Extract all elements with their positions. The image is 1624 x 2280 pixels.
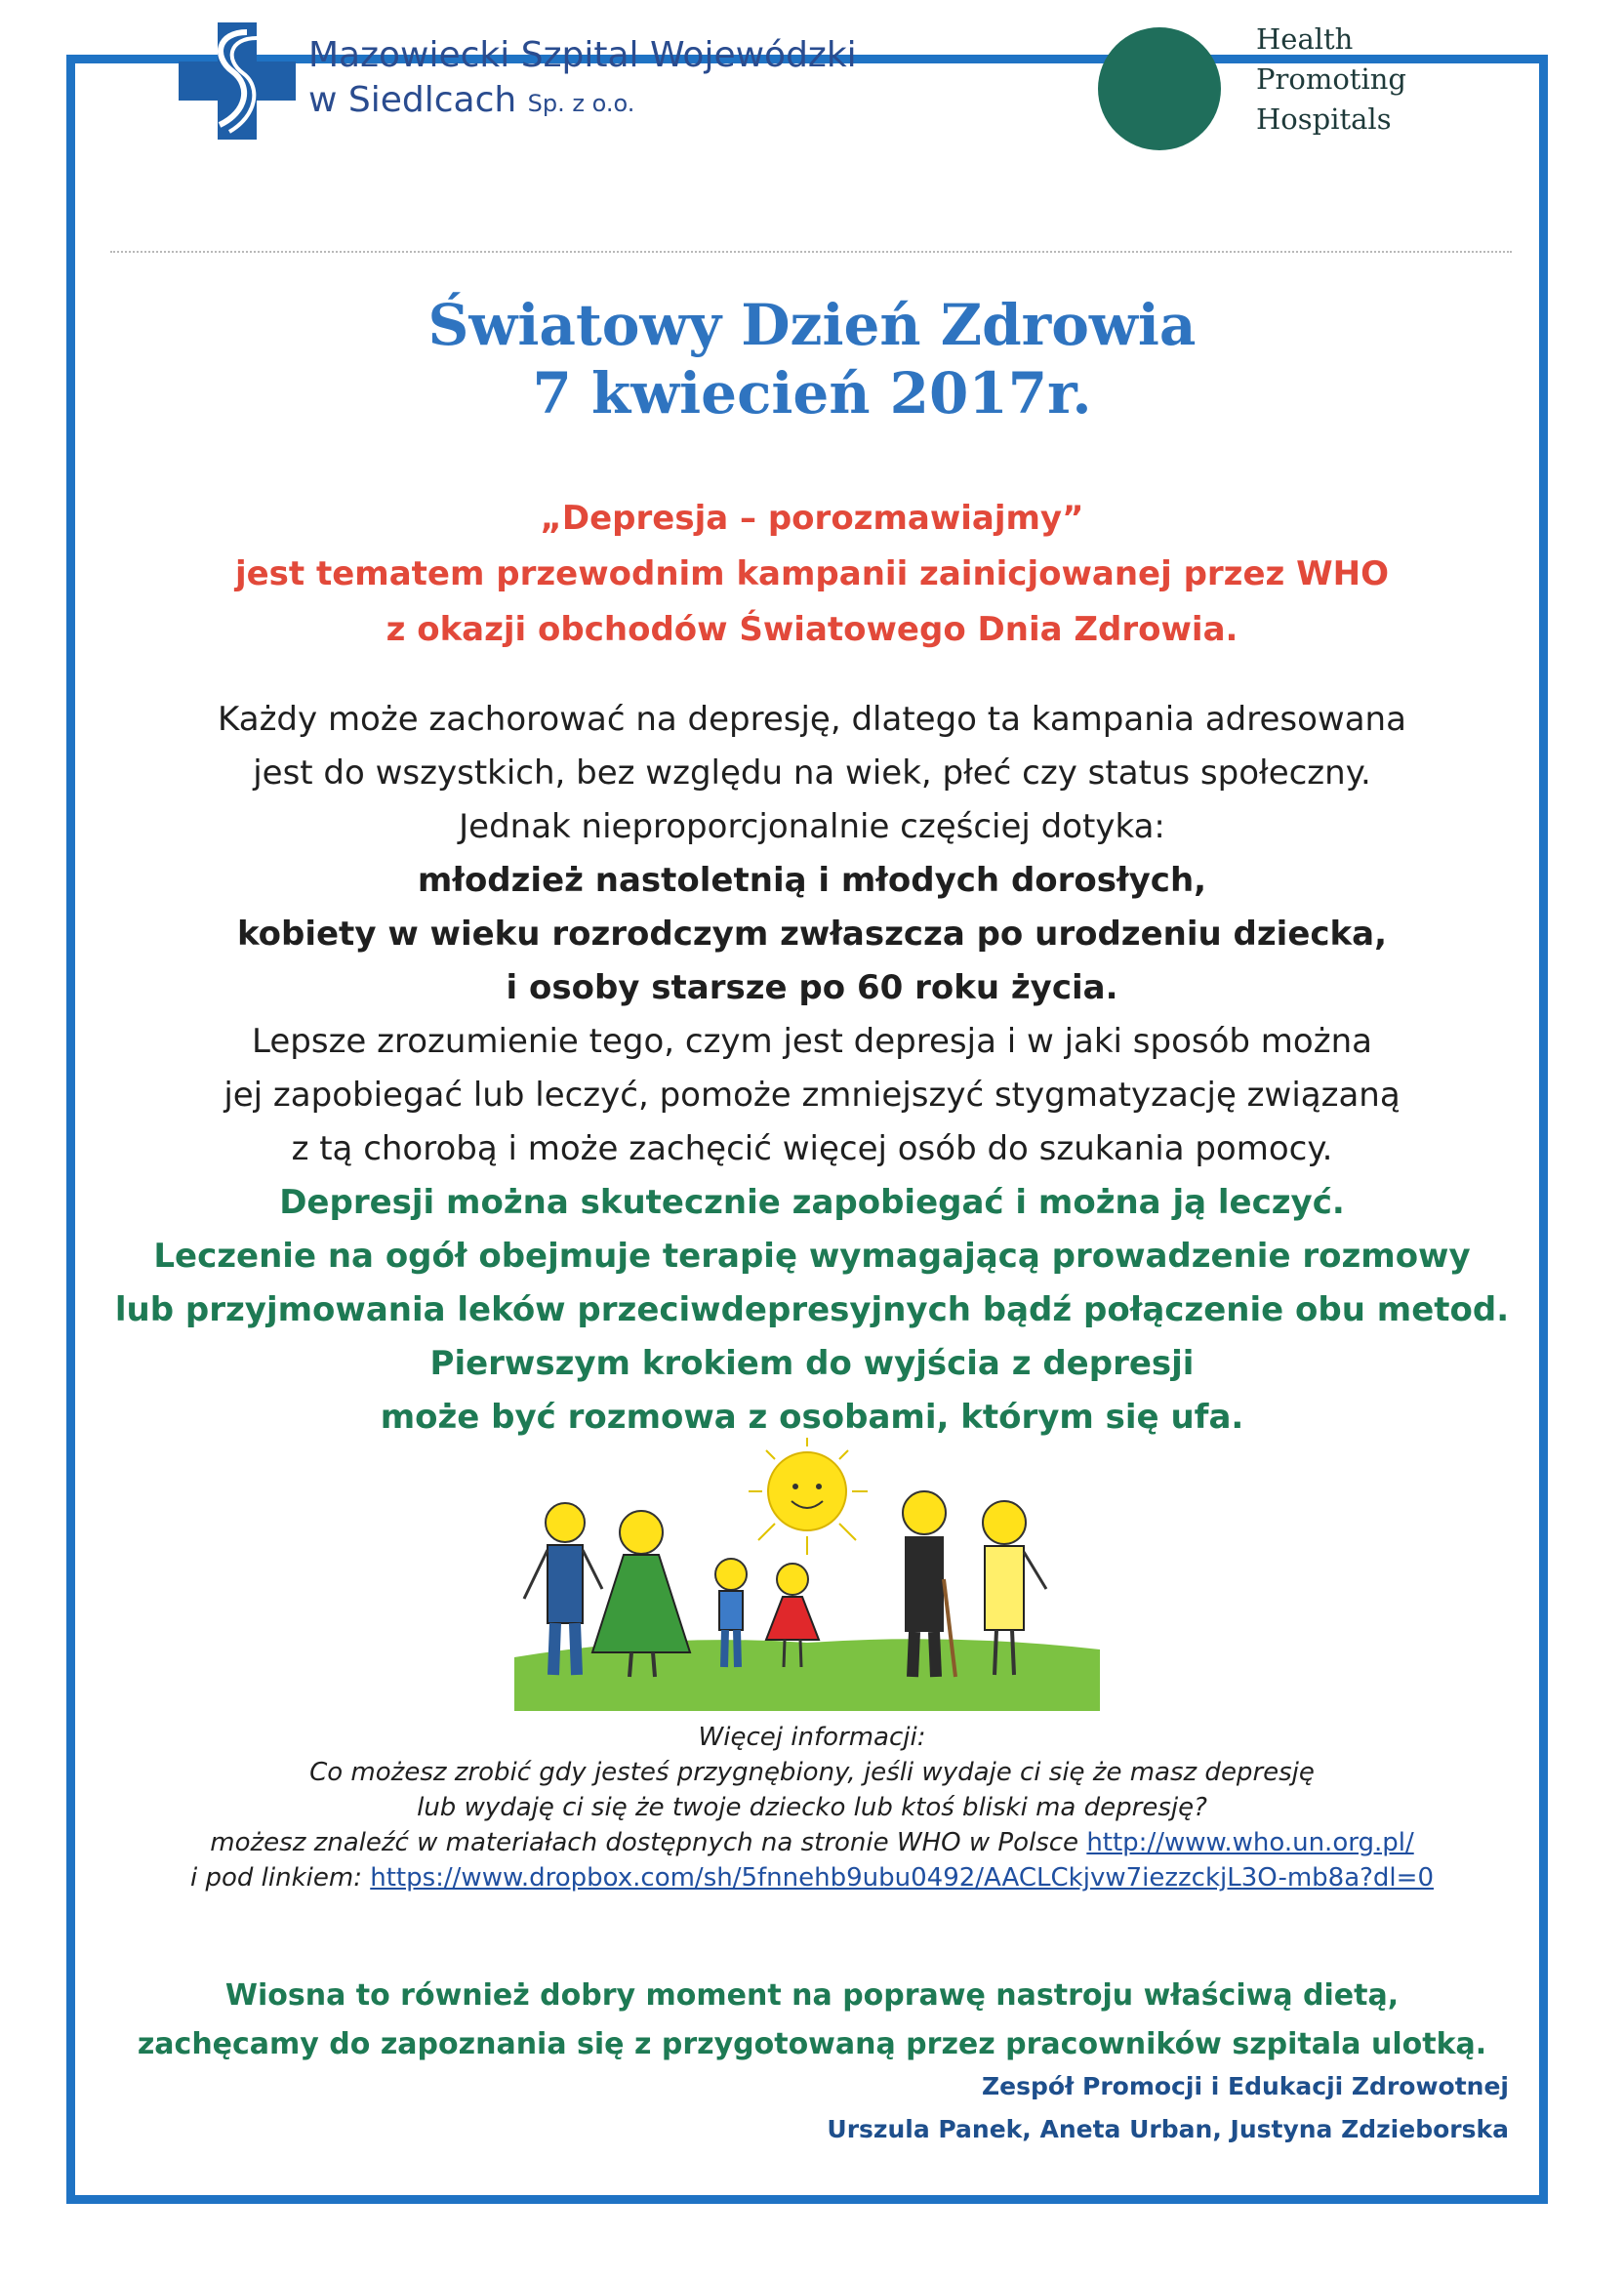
- closing-line: zachęcamy do zapoznania się z przygotowaną przez pracowników szpitala ulotką.: [137, 2027, 1487, 2061]
- body-bold-line: młodzież nastoletnią i młodych dorosłych,: [417, 861, 1207, 900]
- theme-line1: „Depresja – porozmawiajmy”: [540, 499, 1084, 538]
- family-sun-illustration: [514, 1433, 1100, 1716]
- dropbox-link[interactable]: https://www.dropbox.com/sh/5fnnehb9ubu0492/AACLCkjvw7iezzckjL3O-mb8a?dl=0: [370, 1863, 1434, 1893]
- body-bold-line: i osoby starsze po 60 roku życia.: [506, 968, 1118, 1007]
- body-line: Każdy może zachorować na depresję, dlatego ta kampania adresowana: [218, 700, 1406, 739]
- who-link[interactable]: http://www.who.un.org.pl/: [1086, 1828, 1414, 1857]
- body-line: Jednak nieproporcjonalnie częściej dotyka:: [459, 807, 1165, 846]
- closing-text: [98, 1972, 1526, 2069]
- body-green-line: Pierwszym krokiem do wyjścia z depresji: [429, 1344, 1195, 1383]
- more-info-line: lub wydaję ci się że twoje dziecko lub ktoś bliski ma depresję?: [417, 1793, 1207, 1822]
- body-green-line: może być rozmowa z osobami, którym się ufa.: [380, 1398, 1244, 1437]
- hospital-name-line2: w Siedlcach Sp. z o.o.: [308, 80, 635, 120]
- woman-figure: [592, 1511, 690, 1677]
- hph-logo-icon: [1098, 27, 1221, 150]
- hph-label: [1256, 20, 1406, 140]
- body-line: jej zapobiegać lub leczyć, pomoże zmniejszyć stygmatyzację związaną: [223, 1076, 1401, 1115]
- body-bold-line: kobiety w wieku rozrodczym zwłaszcza po urodzeniu dziecka,: [236, 915, 1388, 954]
- body-line: z tą chorobą i może zachęcić więcej osób do szukania pomocy.: [291, 1129, 1333, 1168]
- hph-line3: Hospitals: [1256, 102, 1392, 136]
- title-line1: Światowy Dzień Zdrowia: [427, 292, 1197, 358]
- signature: [827, 2065, 1509, 2151]
- hospital-name: [308, 33, 857, 126]
- title-line2: 7 kwiecień 2017r.: [532, 360, 1092, 427]
- body-green-line: Depresji można skutecznie zapobiegać i można ją leczyć.: [279, 1183, 1345, 1222]
- more-info-line: Co możesz zrobić gdy jesteś przygnębiony, jeśli wydaje ci się że masz depresję: [309, 1758, 1315, 1787]
- body-green-line: Leczenie na ogół obejmuje terapię wymagającą prowadzenie rozmowy: [153, 1237, 1471, 1276]
- header: [0, 0, 1624, 264]
- hph-line2: Promoting: [1256, 62, 1406, 96]
- more-info: [98, 1720, 1526, 1895]
- signature-names: Urszula Panek, Aneta Urban, Justyna Zdzieborska: [827, 2115, 1509, 2143]
- closing-line: Wiosna to również dobry moment na poprawę nastroju właściwą dietą,: [224, 1978, 1400, 2013]
- campaign-theme: [98, 491, 1526, 658]
- body-line: Lepsze zrozumienie tego, czym jest depresja i w jaki sposób można: [252, 1022, 1372, 1061]
- body-text: [98, 693, 1526, 1445]
- body-green-line: lub przyjmowania leków przeciwdepresyjnych bądź połączenie obu metod.: [114, 1290, 1510, 1329]
- sun-icon: [749, 1438, 868, 1555]
- hph-line1: Health: [1256, 22, 1354, 56]
- hospital-name-line1: Mazowiecki Szpital Wojewódzki: [308, 35, 857, 75]
- theme-line3: z okazji obchodów Światowego Dnia Zdrowia.: [386, 610, 1238, 649]
- theme-line2: jest tematem przewodnim kampanii zainicjowanej przez WHO: [234, 554, 1390, 593]
- header-divider: [110, 251, 1512, 253]
- more-info-line: i pod linkiem: https://www.dropbox.com/sh/5fnnehb9ubu0492/AACLCkjvw7iezzckjL3O-mb8a?dl=0: [190, 1863, 1434, 1893]
- signature-team: Zespół Promocji i Edukacji Zdrowotnej: [981, 2072, 1509, 2100]
- more-info-heading: Więcej informacji:: [698, 1723, 926, 1752]
- hospital-cross-logo: [179, 22, 296, 140]
- page-title: [98, 291, 1526, 428]
- more-info-line: możesz znaleźć w materiałach dostępnych na stronie WHO w Polsce http://www.who.un.org.pl/: [210, 1828, 1414, 1857]
- hospital-name-suffix: Sp. z o.o.: [527, 90, 635, 117]
- body-line: jest do wszystkich, bez względu na wiek, płeć czy status społeczny.: [253, 753, 1371, 793]
